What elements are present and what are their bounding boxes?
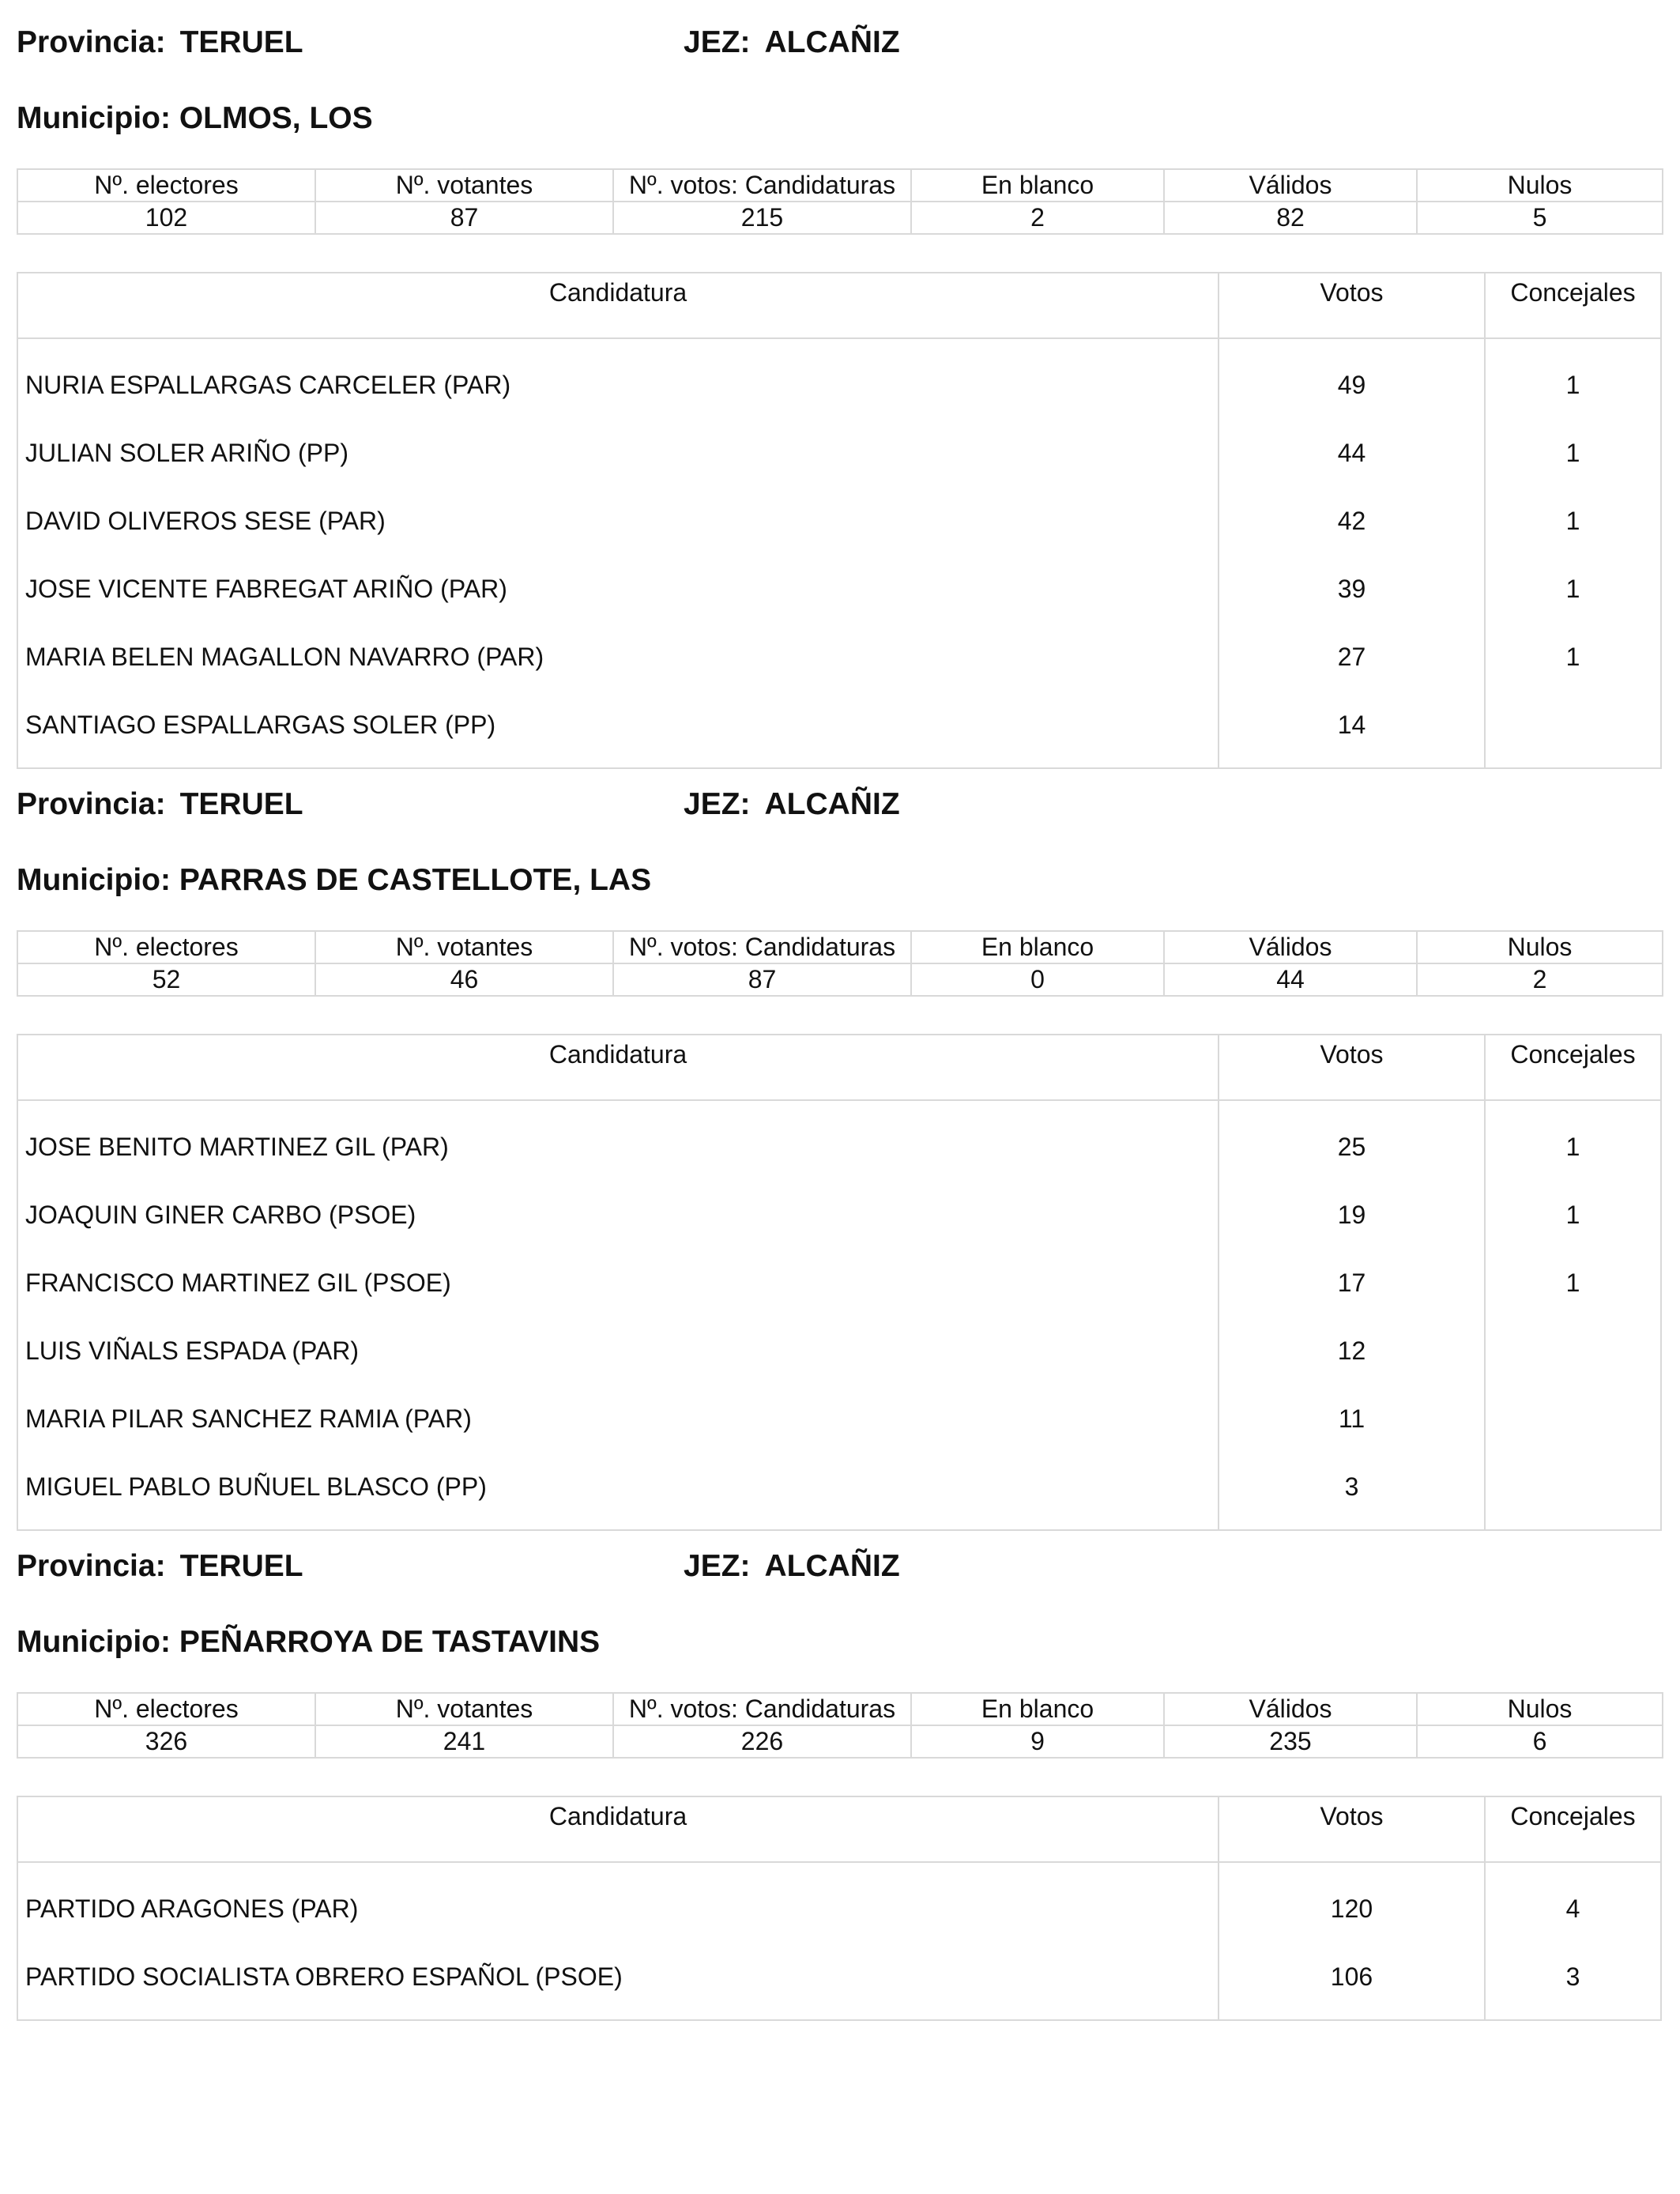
jez-group [684, 1547, 900, 1585]
summary-value-cell: 241 [315, 1725, 613, 1758]
candidates-table [17, 1796, 1662, 2021]
summary-header-cell: En blanco [911, 931, 1164, 963]
provincia-value: TERUEL [179, 787, 303, 821]
concejales-header: Concejales [1510, 278, 1636, 307]
candidate-concejales: 1 [1565, 1201, 1580, 1229]
summary-header-cell: Válidos [1164, 1693, 1417, 1725]
provincia-label: Provincia: [17, 787, 166, 821]
summary-value-cell: 5 [1417, 202, 1663, 234]
summary-value-cell: 235 [1164, 1725, 1417, 1758]
summary-value-cell: 52 [17, 963, 315, 996]
summary-header-cell: Nº. electores [17, 169, 315, 202]
jez-value: ALCAÑIZ [764, 1549, 900, 1583]
summary-value-cell: 82 [1164, 202, 1417, 234]
municipio-value: OLMOS, LOS [179, 101, 373, 135]
candidate-votos: 120 [1330, 1894, 1373, 1923]
candidate-votos: 49 [1337, 371, 1366, 399]
summary-header-cell: En blanco [911, 169, 1164, 202]
candidate-votos: 44 [1337, 439, 1366, 467]
candidate-concejales: 1 [1565, 507, 1580, 535]
summary-value-row [17, 1725, 1663, 1758]
summary-header-cell: Válidos [1164, 931, 1417, 963]
jez-group [684, 24, 900, 62]
candidate-name: MARIA PILAR SANCHEZ RAMIA (PAR) [25, 1404, 472, 1433]
summary-value-cell: 2 [911, 202, 1164, 234]
summary-table [17, 168, 1663, 235]
votos-header: Votos [1320, 1802, 1384, 1830]
candidate-name: JULIAN SOLER ARIÑO (PP) [25, 439, 348, 467]
summary-value-cell: 226 [613, 1725, 911, 1758]
municipio-line [17, 1623, 600, 1661]
summary-value-cell: 102 [17, 202, 315, 234]
candidate-votos: 12 [1337, 1336, 1366, 1365]
candidate-row [18, 421, 1660, 489]
candidate-concejales: 4 [1565, 1894, 1580, 1923]
jez-group [684, 786, 900, 824]
summary-header-cell: Nº. votantes [315, 931, 613, 963]
candidate-concejales: 1 [1565, 575, 1580, 603]
candidates-table [17, 272, 1662, 769]
candidate-row [18, 1387, 1660, 1455]
candidate-concejales: 1 [1565, 1133, 1580, 1161]
summary-header-cell: En blanco [911, 1693, 1164, 1725]
candidate-name: SANTIAGO ESPALLARGAS SOLER (PP) [25, 711, 496, 739]
candidate-name: PARTIDO SOCIALISTA OBRERO ESPAÑOL (PSOE) [25, 1962, 623, 1991]
candidate-votos: 3 [1344, 1472, 1359, 1501]
concejales-header: Concejales [1510, 1802, 1636, 1830]
summary-value-cell: 87 [315, 202, 613, 234]
candidate-concejales: 1 [1565, 371, 1580, 399]
votos-header: Votos [1320, 1040, 1384, 1069]
candidate-name: MIGUEL PABLO BUÑUEL BLASCO (PP) [25, 1472, 487, 1501]
candidate-name: JOSE BENITO MARTINEZ GIL (PAR) [25, 1133, 449, 1161]
summary-value-cell: 87 [613, 963, 911, 996]
summary-value-cell: 6 [1417, 1725, 1663, 1758]
summary-header-row [17, 169, 1663, 202]
summary-value-row [17, 202, 1663, 234]
candidate-row [18, 1183, 1660, 1251]
summary-header-cell: Nº. votantes [315, 1693, 613, 1725]
candidate-votos: 39 [1337, 575, 1366, 603]
candidate-concejales: 1 [1565, 439, 1580, 467]
candidate-row [18, 625, 1660, 693]
candidates-table [17, 1034, 1662, 1531]
summary-header-cell: Nº. votantes [315, 169, 613, 202]
summary-header-cell: Nulos [1417, 931, 1663, 963]
candidate-row [18, 1251, 1660, 1319]
municipio-value: PARRAS DE CASTELLOTE, LAS [179, 863, 652, 897]
provincia-value: TERUEL [179, 25, 303, 59]
concejales-header: Concejales [1510, 1040, 1636, 1069]
summary-header-row [17, 1693, 1663, 1725]
votos-header: Votos [1320, 278, 1384, 307]
provincia-label: Provincia: [17, 25, 166, 59]
municipio-label: Municipio: [17, 101, 171, 135]
candidate-row [18, 693, 1660, 761]
municipio-line [17, 100, 373, 138]
candidate-row [18, 1455, 1660, 1523]
candidate-votos: 25 [1337, 1133, 1366, 1161]
summary-value-cell: 2 [1417, 963, 1663, 996]
candidate-row [18, 1945, 1660, 2013]
summary-header-cell: Nulos [1417, 169, 1663, 202]
summary-table [17, 1692, 1663, 1759]
candidate-row [18, 1115, 1660, 1183]
jez-label: JEZ: [684, 787, 751, 821]
summary-header-row [17, 931, 1663, 963]
summary-header-cell: Nº. votos: Candidaturas [613, 1693, 911, 1725]
summary-value-cell: 9 [911, 1725, 1164, 1758]
summary-header-cell: Nº. votos: Candidaturas [613, 931, 911, 963]
summary-value-cell: 0 [911, 963, 1164, 996]
summary-header-cell: Nulos [1417, 1693, 1663, 1725]
summary-value-cell: 215 [613, 202, 911, 234]
candidate-row [18, 1319, 1660, 1387]
summary-header-cell: Válidos [1164, 169, 1417, 202]
candidate-name: FRANCISCO MARTINEZ GIL (PSOE) [25, 1269, 451, 1297]
candidatura-header: Candidatura [548, 1040, 687, 1069]
summary-table [17, 930, 1663, 997]
provincia-jez-line [17, 24, 900, 62]
candidate-votos: 17 [1337, 1269, 1366, 1297]
municipio-line [17, 861, 651, 899]
candidate-concejales: 1 [1565, 643, 1580, 671]
candidate-name: PARTIDO ARAGONES (PAR) [25, 1894, 359, 1923]
summary-header-cell: Nº. electores [17, 931, 315, 963]
candidate-votos: 19 [1337, 1201, 1366, 1229]
candidates-header [18, 1797, 1660, 1863]
municipio-value: PEÑARROYA DE TASTAVINS [179, 1625, 601, 1659]
jez-label: JEZ: [684, 25, 751, 59]
candidatura-header: Candidatura [548, 1802, 687, 1830]
summary-value-cell: 46 [315, 963, 613, 996]
municipio-label: Municipio: [17, 863, 171, 897]
provincia-value: TERUEL [179, 1549, 303, 1583]
candidate-row [18, 557, 1660, 625]
candidate-row [18, 353, 1660, 421]
candidate-name: MARIA BELEN MAGALLON NAVARRO (PAR) [25, 643, 544, 671]
provincia-label: Provincia: [17, 1549, 166, 1583]
provincia-jez-line [17, 1547, 900, 1585]
candidate-votos: 11 [1338, 1404, 1365, 1433]
candidate-name: JOAQUIN GINER CARBO (PSOE) [25, 1201, 416, 1229]
candidate-concejales: 3 [1565, 1962, 1580, 1991]
candidate-votos: 42 [1337, 507, 1366, 535]
candidate-name: LUIS VIÑALS ESPADA (PAR) [25, 1336, 360, 1365]
summary-header-cell: Nº. votos: Candidaturas [613, 169, 911, 202]
summary-value-cell: 44 [1164, 963, 1417, 996]
candidate-row [18, 1877, 1660, 1945]
candidatura-header: Candidatura [548, 278, 687, 307]
candidate-votos: 106 [1330, 1962, 1373, 1991]
summary-value-cell: 326 [17, 1725, 315, 1758]
provincia-jez-line [17, 786, 900, 824]
summary-value-row [17, 963, 1663, 996]
candidates-header [18, 273, 1660, 339]
candidate-concejales: 1 [1565, 1269, 1580, 1297]
candidate-name: JOSE VICENTE FABREGAT ARIÑO (PAR) [25, 575, 507, 603]
candidate-name: NURIA ESPALLARGAS CARCELER (PAR) [25, 371, 511, 399]
municipio-label: Municipio: [17, 1625, 171, 1659]
summary-header-cell: Nº. electores [17, 1693, 315, 1725]
jez-value: ALCAÑIZ [764, 25, 900, 59]
jez-label: JEZ: [684, 1549, 751, 1583]
candidate-votos: 27 [1337, 643, 1366, 671]
candidates-header [18, 1035, 1660, 1101]
candidate-row [18, 489, 1660, 557]
jez-value: ALCAÑIZ [764, 787, 900, 821]
candidate-name: DAVID OLIVEROS SESE (PAR) [25, 507, 386, 535]
candidate-votos: 14 [1337, 711, 1366, 739]
